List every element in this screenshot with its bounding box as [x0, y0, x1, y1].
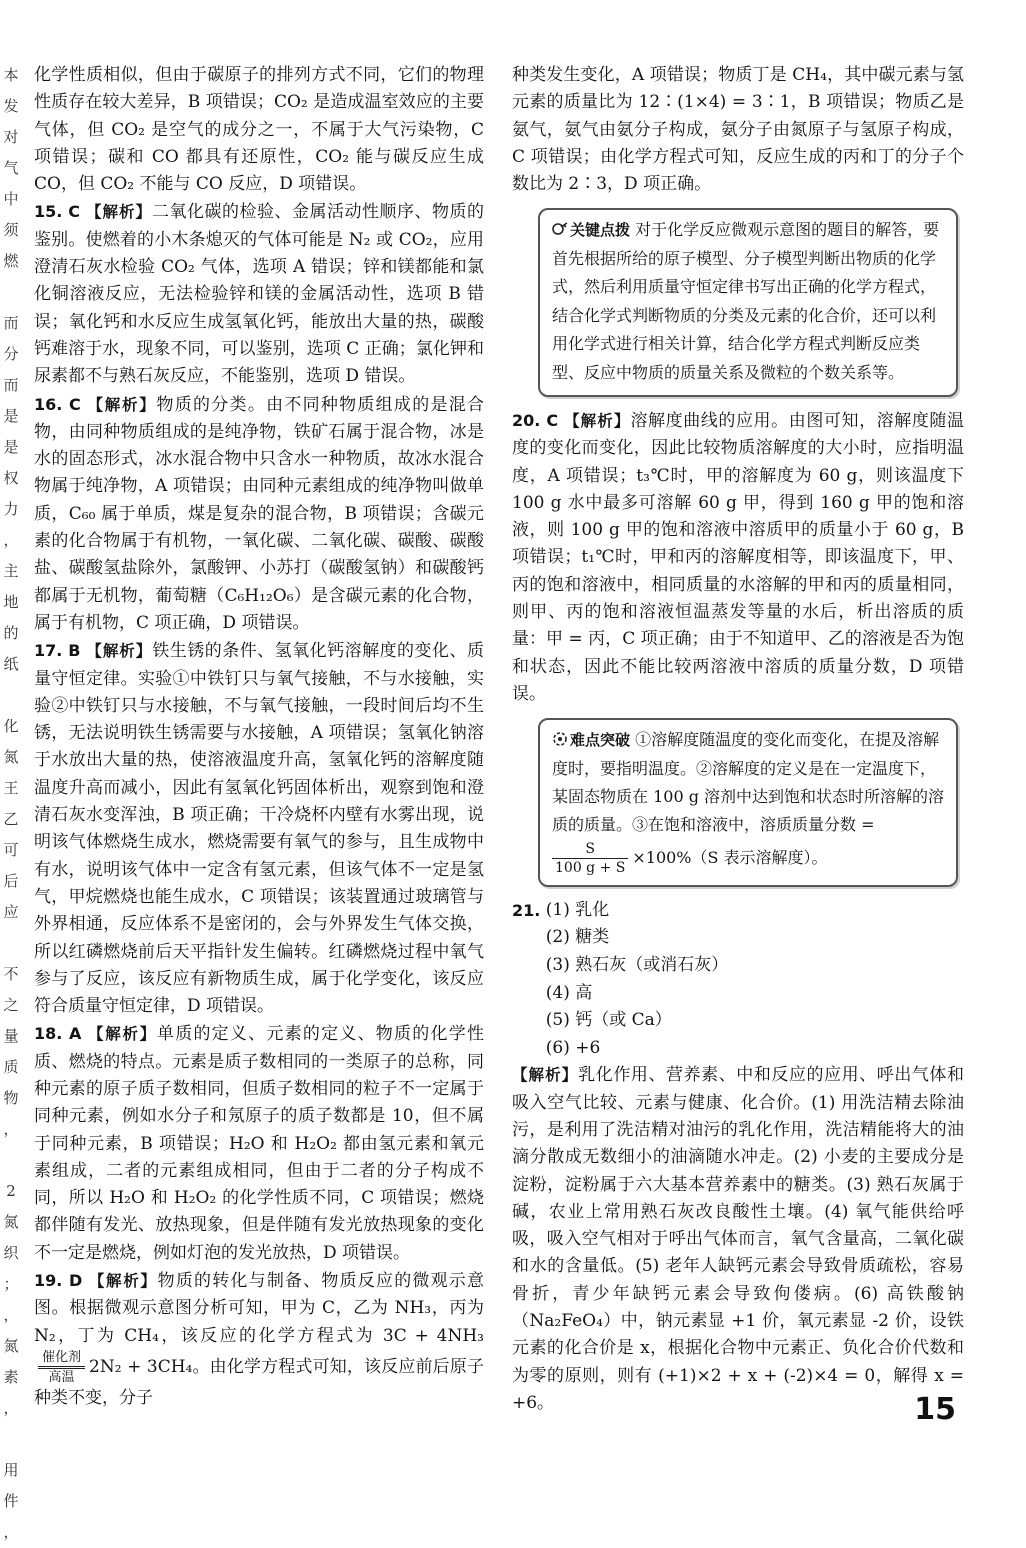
answer-item: (4) 高: [545, 982, 593, 1003]
edge-char: 量: [3, 1027, 19, 1045]
q14-continuation: 化学性质相似，但由于碳原子的排列方式不同，它们的物理性质存在较大差异，B 项错误；CO₂ 是造成温室效应的主要气体，但 CO₂ 是空气的成分之一，不属于大气污染物，C 项错误；碳和 CO 都具有还原性，CO₂ 能与碳反应生成 CO，但 CO₂ 不能与 CO 反应，D 项错误。: [34, 65, 484, 195]
edge-char: ，: [3, 1523, 19, 1541]
answer-letter: D: [68, 1271, 83, 1291]
key-tip-box: [538, 208, 958, 396]
analysis-tag: 【解析】: [85, 203, 152, 222]
edge-char: 分: [3, 345, 19, 363]
right-column: [512, 62, 964, 1417]
key-tip-label: 关键点拨: [570, 221, 631, 240]
analysis-text: 单质的定义、元素的定义、物质的化学性质、燃烧的特点。元素是质子数相同的一类原子的总称，同种元素的原子质子数相同，但质子数相同的粒子不一定属于同种元素，例如水分子和氖原子的质子数都是 10，但不属于同种元素，B 项错误；H₂O 和 H₂O₂ 都由氢元素和氧元素组成，二者的元素组成相同，但由于二者的分子构成不同，所以 H₂O 和 H₂O₂ 的化学性质不同，C 项错误；燃烧都伴随有发光、放热现象，但是伴随有发光放热现象的变化不一定是燃烧，例如灯泡的发光放热，D 项错误。: [34, 1024, 484, 1263]
left-column: [34, 62, 484, 1412]
reaction-condition-top: 催化剂: [38, 1350, 85, 1369]
edge-char: 可: [3, 841, 19, 859]
answer-item: (3) 熟石灰（或消石灰）: [545, 955, 729, 975]
fraction-denominator: 100 g + S: [555, 859, 626, 876]
edge-char: 王: [3, 779, 19, 797]
key-tip-text: 对于化学反应微观示意图的题目的解答，要首先根据所给的原子模型、分子模型判断出物质的化学式，然后利用质量守恒定律书写出正确的化学方程式，结合化学式判断物质的分类及元素的化合价，还可以利用化学式进行相关计算，结合化学方程式判断反应类型、反应中物质的质量关系及微粒的个数关系等。: [552, 220, 940, 382]
edge-char: 主: [3, 562, 19, 580]
edge-char: ，: [3, 1306, 19, 1324]
edge-char: 本: [3, 66, 19, 84]
edge-char: 织: [3, 1244, 19, 1262]
q19-continuation: 种类发生变化，A 项错误；物质丁是 CH₄，其中碳元素与氢元素的质量比为 12∶(1×4) = 3∶1，B 项错误；物质乙是氨气，氨气由氨分子构成，氨分子由氮原子与氢原子构成，C 项错误；由化学方程式可知，反应生成的丙和丁的分子个数比为 2∶3，D 项正确。: [512, 65, 964, 195]
answer-letter: B: [68, 641, 81, 661]
fraction-numerator: S: [552, 840, 628, 859]
edge-char: 氮: [3, 1337, 19, 1355]
reaction-condition: [38, 1350, 85, 1385]
edge-char: 不: [3, 965, 19, 983]
key-tip-icon: [552, 218, 568, 234]
question-number: 21.: [512, 900, 541, 920]
analysis-text: 铁生锈的条件、氢氧化钙溶解度的变化、质量守恒定律。实验①中铁钉只与氧气接触，不与水接触，实验②中铁钉只与水接触，不与氧气接触，一段时间后均不生锈，无法说明铁生锈需要与水接触，A 项错误；氢氧化钠溶于水放出大量的热，使溶液温度升高，氢氧化钙的溶解度随温度升高而减小，因此有氢氧化钙固体析出，观察到饱和澄清石灰水变浑浊，B 项正确；干冷烧杯内壁有水雾出现，说明该气体燃烧生成水，燃烧需要有氧气的参与，且生成物中有水，说明该气体中一定含有氢元素，但该气体不一定是氢气，甲烷燃烧也能生成水，C 项错误；该装置通过玻璃管与外界相通，反应体系不是密闭的，会与外界发生气体交换，所以红磷燃烧前后天平指针发生偏转。红磷燃烧过程中氧气参与了反应，该反应有新物质生成，属于化学变化，该反应符合质量守恒定律，D 项错误。: [34, 641, 484, 1017]
edge-char: [0, 928, 22, 959]
edge-char: 是: [3, 407, 19, 425]
question-18: [34, 1020, 484, 1267]
edge-char: 应: [3, 903, 19, 921]
edge-char: 气: [3, 159, 19, 177]
edge-char: ；: [3, 1275, 19, 1293]
question-17: [34, 637, 484, 1020]
edge-char: 须: [3, 221, 19, 239]
edge-char: 发: [3, 97, 19, 115]
edge-char: 乙: [3, 810, 19, 828]
edge-char: 物: [3, 1089, 19, 1107]
analysis-text-part2: 2N₂ + 3CH₄。由化学方程式可知，该反应前后原子种类不变，分子: [34, 1356, 484, 1408]
edge-char: 力: [3, 500, 19, 518]
page-number: 15: [914, 1392, 956, 1427]
edge-char: 地: [3, 593, 19, 611]
edge-char: [0, 1145, 22, 1176]
edge-char: 纸: [3, 655, 19, 673]
analysis-text: 溶解度曲线的应用。由图可知，溶解度随温度的变化而变化，因此比较物质溶解度的大小时，应指明温度，A 项错误；t₃℃时，甲的溶解度为 60 g，则该温度下 100 g 水中最多可溶解 60 g 甲，得到 160 g 甲的饱和溶液，则 100 g 甲的饱和溶液中溶质甲的质量小于 60 g，B 项错误；t₁℃时，甲和丙的溶解度相等，即该温度下，甲、丙的饱和溶液中，相同质量的水溶解的甲和丙的质量相同，则甲、丙的饱和溶液恒温蒸发等量的水后，析出溶质的质量：甲 = 丙，C 项正确；由于不知道甲、乙的溶液是否为饱和状态，因此不能比较两溶液中溶质的质量分数，D 项错误。: [512, 410, 965, 704]
answer-letter: C: [68, 202, 81, 222]
edge-char: 用: [3, 1461, 19, 1479]
binding-edge-text: [0, 60, 22, 1541]
edge-char: 中: [3, 190, 19, 208]
edge-char: 后: [3, 872, 19, 890]
edge-char: [0, 277, 22, 308]
reaction-condition-bottom: 高温: [48, 1369, 75, 1385]
edge-char: 质: [3, 1058, 19, 1076]
question-number: 18.: [34, 1024, 63, 1044]
edge-char: 氮: [3, 748, 19, 766]
edge-char: 件: [3, 1492, 19, 1510]
edge-char: 是: [3, 438, 19, 456]
difficulty-icon: [552, 728, 568, 744]
edge-char: 的: [3, 624, 19, 642]
question-number: 19.: [34, 1271, 63, 1291]
analysis-tag: 【解析】: [86, 642, 153, 661]
difficulty-box: [538, 718, 958, 887]
question-15: [34, 198, 484, 390]
edge-char: 燃: [3, 252, 19, 270]
edge-char: 素: [3, 1368, 19, 1386]
analysis-tag: 【解析】: [88, 1025, 157, 1044]
answer-item: (1) 乳化: [545, 899, 610, 920]
edge-char: 权: [3, 469, 19, 487]
analysis-text-part1: 物质的转化与制备、物质反应的微观示意图。根据微观示意图分析可知，甲为 C，乙为 NH₃，丙为 N₂，丁为 CH₄，该反应的化学方程式为 3C + 4NH₃: [34, 1271, 485, 1346]
difficulty-label: 难点突破: [570, 731, 631, 750]
edge-char: [0, 1424, 22, 1455]
analysis-text: 二氧化碳的检验、金属活动性顺序、物质的鉴别。使燃着的小木条熄灭的气体可能是 N₂ 或 CO₂，应用澄清石灰水检验 CO₂ 气体，选项 A 错误；锌和镁都能和氯化铜溶液反应，无法检验锌和镁的金属活动性，选项 B 错误；氧化钙和水反应生成氢氧化钙，能放出大量的热，碳酸钙难溶于水，现象不同，可以鉴别，选项 C 正确；氯化钾和尿素都不与熟石灰反应，不能鉴别，选项 D 错误。: [34, 202, 485, 387]
analysis-tag: 【解析】: [512, 1066, 579, 1085]
question-number: 15.: [34, 202, 63, 222]
difficulty-text: ①溶解度随温度的变化而变化，在提及溶解度时，要指明温度。②溶解度的定义是在一定温度下，某固态物质在 100 g 溶剂中达到饱和状态时所溶解的溶质的质量。③在饱和溶液中，溶质质量分数 =: [552, 730, 945, 835]
answer-list: [546, 897, 728, 1063]
analysis-tag: 【解析】: [564, 411, 631, 430]
edge-char: 而: [3, 376, 19, 394]
analysis-text: 乳化作用、营养素、中和反应的应用、呼出气体和吸入空气比较、元素与健康、化合价。(1) 用洗洁精去除油污，是利用了洗洁精对油污的乳化作用，洗洁精能将大的油滴分散成无数细小的油滴随水冲走。(2) 小麦的主要成分是淀粉，淀粉属于六大基本营养素中的糖类。(3) 熟石灰属于碱，农业上常用熟石灰改良酸性土壤。(4) 氧气能供给呼吸，吸入空气相对于呼出气体而言，氧气含量高，二氧化碳和水的含量低。(5) 老年人缺钙元素会导致骨质疏松，容易骨折，青少年缺钙元素会导致佝偻病。(6) 高铁酸钠（Na₂FeO₄）中，钠元素显 +1 价，氧元素显 -2 价，设铁元素的化合价是 x，根据化合物中元素正、负化合价代数和为零的原则，则有 (+1)×2 + x + (-2)×4 = 0，解得 x = +6。: [512, 1065, 964, 1413]
answer-item: (6) +6: [545, 1037, 601, 1058]
edge-char: 对: [3, 128, 19, 146]
question-number: 16.: [34, 394, 63, 414]
answer-letter: C: [546, 410, 559, 430]
edge-char: [0, 680, 22, 711]
difficulty-text-end: ×100%（S 表示溶解度）。: [632, 847, 828, 867]
edge-char: ，: [3, 1399, 19, 1417]
answer-letter: A: [68, 1024, 82, 1044]
analysis-tag: 【解析】: [88, 1272, 158, 1291]
edge-char: 之: [3, 996, 19, 1014]
fraction: [552, 840, 628, 877]
q21-analysis: [512, 1062, 964, 1417]
edge-char: ，: [3, 1120, 19, 1138]
question-number: 17.: [34, 641, 63, 661]
question-21: [512, 897, 964, 1417]
edge-char: 化: [3, 717, 19, 735]
analysis-text: 物质的分类。由不同种物质组成的是混合物，由同种物质组成的是纯净物，铁矿石属于混合物，冰是水的固态形式，冰水混合物中只含水一种物质，故冰水混合物属于纯净物，A 项错误；由同种元素组成的纯净物叫做单质，C₆₀ 属于单质，煤是复杂的混合物，B 项错误；含碳元素的化合物属于有机物，一氧化碳、二氧化碳、碳酸、碳酸盐、碳酸氢盐除外，氯酸钾、小苏打（碳酸氢钠）和碳酸钙都属于无机物，葡萄糖（C₆H₁₂O₆）是含碳元素的化合物，属于有机物，C 项正确，D 项错误。: [34, 394, 484, 633]
question-19: [34, 1267, 484, 1412]
answer-item: (2) 糖类: [545, 927, 610, 948]
answer-letter: C: [69, 394, 81, 414]
edge-char: ，: [3, 531, 19, 549]
question-16: [34, 391, 484, 638]
analysis-tag: 【解析】: [87, 395, 157, 414]
question-20: [512, 407, 964, 708]
answer-item: (5) 钙（或 Ca）: [545, 1010, 672, 1031]
edge-char: 氮: [3, 1213, 19, 1231]
edge-char: 2: [6, 1182, 16, 1200]
question-number: 20.: [512, 410, 541, 430]
edge-char: 而: [3, 314, 19, 332]
